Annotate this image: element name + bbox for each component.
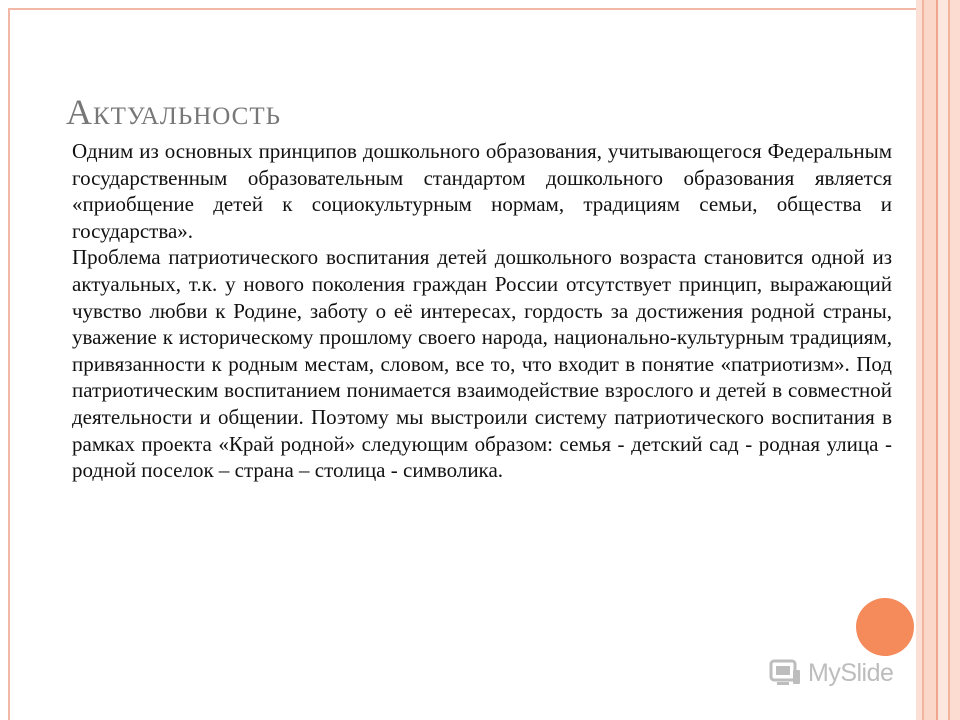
accent-circle — [856, 598, 914, 656]
slide-title: Актуальность — [66, 92, 281, 132]
myslide-logo-icon — [768, 656, 802, 690]
decorative-stripes — [916, 0, 960, 720]
slide-body — [72, 138, 892, 484]
paragraph-2: Проблема патриотического воспитания детей дошкольного возраста становится одной из актуальных, т.к. у нового поколения граждан России отсутствует принцип, выражающий чувство любви к Родине, заботу о её интересах, гордость за достижения родной страны, уважение к историческому прошлому своего народа, национально-культурным традициям, привязанности к родным местам, словом, все то, что входит в понятие «патриотизм». Под патриотическим воспитанием понимается взаимодействие взрослого и детей в совместной деятельности и общении. Поэтому мы выстроили систему патриотического воспитания в рамках проекта «Край родной» следующим образом: семья - детский сад - родная улица - родной поселок – страна – столица - символика. — [72, 245, 892, 483]
watermark-text: MySlide — [808, 658, 894, 687]
watermark — [768, 656, 893, 690]
paragraph-1: Одним из основных принципов дошкольного образования, учитывающегося Федеральным государственным образовательным стандартом дошкольного образования является «приобщение детей к социокультурным нормам, традициям семьи, общества и государства». — [72, 139, 892, 243]
